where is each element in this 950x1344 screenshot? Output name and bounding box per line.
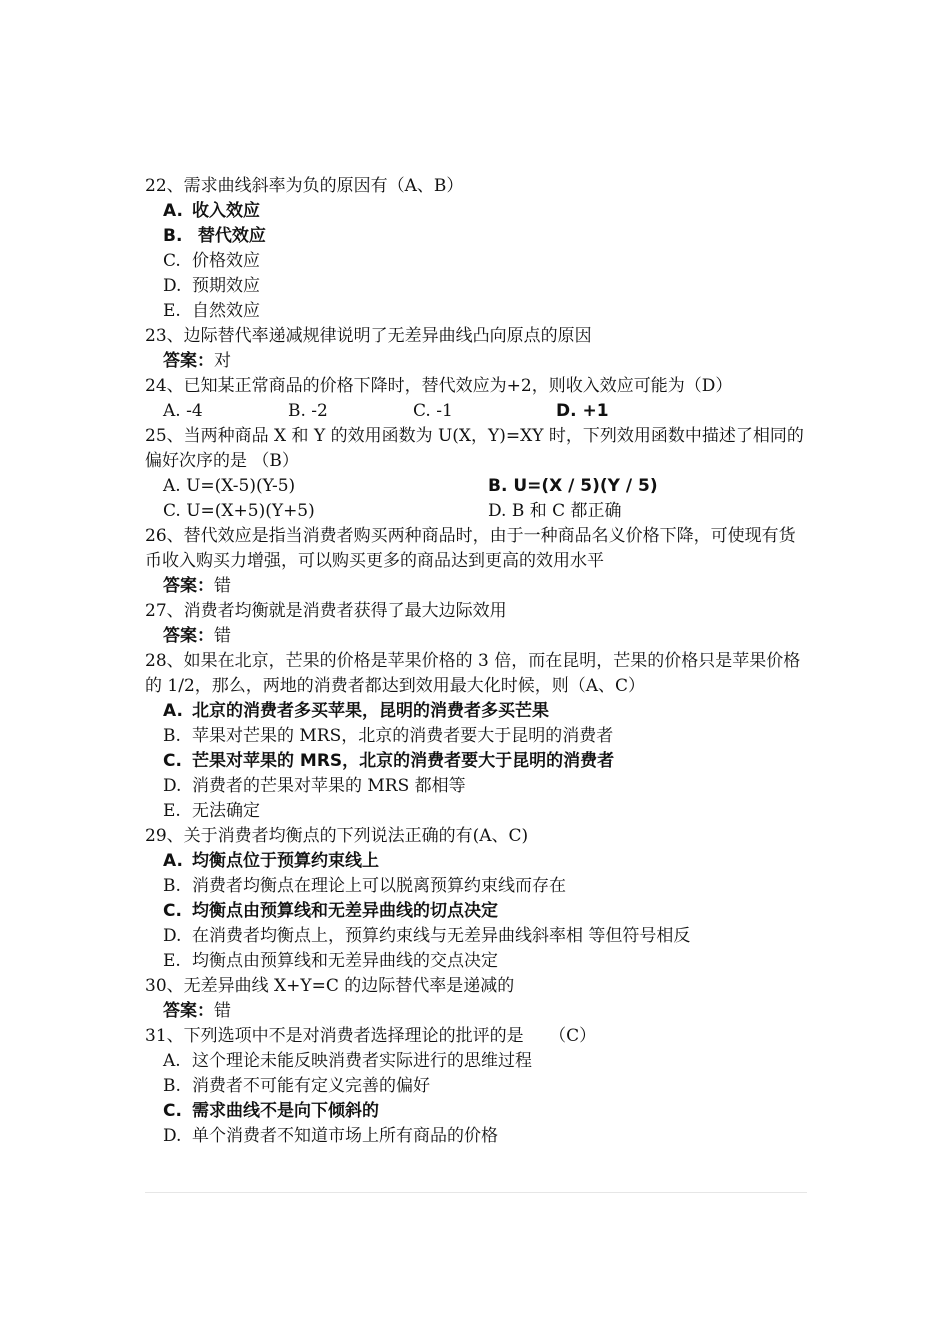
option-text: 北京的消费者多买苹果，昆明的消费者多买芒果 <box>192 701 549 721</box>
option-text: 单个消费者不知道市场上所有商品的价格 <box>192 1126 498 1146</box>
option-letter: E. <box>163 301 181 321</box>
option-item <box>145 1049 810 1074</box>
option-item <box>145 1099 810 1124</box>
option-item <box>145 874 810 899</box>
option-item <box>145 899 810 924</box>
answer-line <box>145 349 810 374</box>
question-text: 29、关于消费者均衡点的下列说法正确的有(A、C) <box>145 826 529 846</box>
option-text: 消费者不可能有定义完善的偏好 <box>192 1076 430 1096</box>
option-item: A. U=(X-5)(Y-5) <box>163 476 296 496</box>
answer-line <box>145 574 810 599</box>
option-text: 均衡点由预算线和无差异曲线的交点决定 <box>192 951 498 971</box>
option-text: 自然效应 <box>192 301 260 321</box>
option-letter: C. <box>163 251 181 271</box>
option-item: D. +1 <box>556 401 609 421</box>
option-text: 芒果对苹果的 MRS，北京的消费者要大于昆明的消费者 <box>192 751 615 771</box>
answer-label: 答案： <box>163 626 214 646</box>
option-text: 收入效应 <box>192 201 260 221</box>
question-text: 24、已知某正常商品的价格下降时，替代效应为+2，则收入效应可能为（D） <box>145 376 733 396</box>
option-item: B. -2 <box>288 401 328 421</box>
option-item: A. -4 <box>163 401 203 421</box>
option-item <box>145 1074 810 1099</box>
question-text: 31、下列选项中不是对消费者选择理论的批评的是 （C） <box>145 1026 597 1046</box>
option-letter: B. <box>163 726 181 746</box>
option-item <box>145 924 810 949</box>
option-letter: B. <box>163 876 181 896</box>
question-text: 26、替代效应是指当消费者购买两种商品时，由于一种商品名义价格下降，可使现有货币收入购买力增强，可以购买更多的商品达到更高的效用水平 <box>145 526 796 571</box>
option-text: 需求曲线不是向下倾斜的 <box>192 1101 379 1121</box>
option-letter: D. <box>163 776 182 796</box>
answer-value: 错 <box>214 626 231 646</box>
option-item <box>145 299 810 324</box>
question-text: 28、如果在北京，芒果的价格是苹果价格的 3 倍，而在昆明，芒果的价格只是苹果价格的 1/2，那么，两地的消费者都达到效用最大化时候，则（A、C） <box>145 651 801 696</box>
option-item <box>145 849 810 874</box>
option-letter: C. <box>163 901 182 921</box>
option-letter: E. <box>163 801 181 821</box>
question-text: 23、边际替代率递减规律说明了无差异曲线凸向原点的原因 <box>145 326 592 346</box>
option-item <box>145 699 810 724</box>
option-text: 价格效应 <box>192 251 260 271</box>
answer-line <box>145 624 810 649</box>
option-letter: A. <box>163 201 183 221</box>
option-letter: C. <box>163 751 182 771</box>
option-text: 均衡点由预算线和无差异曲线的切点决定 <box>192 901 498 921</box>
option-item: C. -1 <box>413 401 453 421</box>
option-text: 这个理论未能反映消费者实际进行的思维过程 <box>192 1051 532 1071</box>
question-text: 22、需求曲线斜率为负的原因有（A、B） <box>145 176 464 196</box>
inline-options <box>145 399 810 424</box>
grid-options-row <box>145 474 810 499</box>
option-item <box>145 224 810 249</box>
option-text: 消费者的芒果对苹果的 MRS 都相等 <box>192 776 466 796</box>
option-text: 苹果对芒果的 MRS，北京的消费者要大于昆明的消费者 <box>192 726 614 746</box>
answer-value: 错 <box>214 1001 231 1021</box>
option-item: C. U=(X+5)(Y+5) <box>163 501 315 521</box>
answer-value: 错 <box>214 576 231 596</box>
option-letter: E. <box>163 951 181 971</box>
option-letter: D. <box>163 276 182 296</box>
option-item <box>145 949 810 974</box>
option-item <box>145 249 810 274</box>
option-letter: A. <box>163 851 183 871</box>
option-letter: D. <box>163 1126 182 1146</box>
question-text: 25、当两种商品 X 和 Y 的效用函数为 U(X，Y)=XY 时，下列效用函数中描述了相同的偏好次序的是 （B） <box>145 426 804 471</box>
question-text: 27、消费者均衡就是消费者获得了最大边际效用 <box>145 601 507 621</box>
option-text: 无法确定 <box>192 801 260 821</box>
option-text: 在消费者均衡点上，预算约束线与无差异曲线斜率相 等但符号相反 <box>192 926 691 946</box>
option-item <box>145 749 810 774</box>
option-text: 消费者均衡点在理论上可以脱离预算约束线而存在 <box>192 876 566 896</box>
grid-options-row <box>145 499 810 524</box>
option-item <box>145 274 810 299</box>
footer-divider <box>145 1192 807 1193</box>
answer-line <box>145 999 810 1024</box>
answer-label: 答案： <box>163 351 214 371</box>
answer-value: 对 <box>214 351 231 371</box>
option-item: D. B 和 C 都正确 <box>488 501 622 521</box>
option-item <box>145 1124 810 1149</box>
option-letter: B. <box>163 1076 181 1096</box>
option-text: 预期效应 <box>192 276 260 296</box>
option-text: 替代效应 <box>192 226 266 246</box>
option-text: 均衡点位于预算约束线上 <box>192 851 379 871</box>
option-item: B. U=(X / 5)(Y / 5) <box>488 476 658 496</box>
option-letter: D. <box>163 926 182 946</box>
option-item <box>145 199 810 224</box>
option-item <box>145 774 810 799</box>
option-item <box>145 724 810 749</box>
answer-label: 答案： <box>163 1001 214 1021</box>
option-letter: B. <box>163 226 183 246</box>
question-list <box>145 174 810 1149</box>
option-letter: A. <box>163 1051 181 1071</box>
option-item <box>145 799 810 824</box>
answer-label: 答案： <box>163 576 214 596</box>
option-letter: C. <box>163 1101 182 1121</box>
question-text: 30、无差异曲线 X+Y=C 的边际替代率是递减的 <box>145 976 515 996</box>
option-letter: A. <box>163 701 183 721</box>
